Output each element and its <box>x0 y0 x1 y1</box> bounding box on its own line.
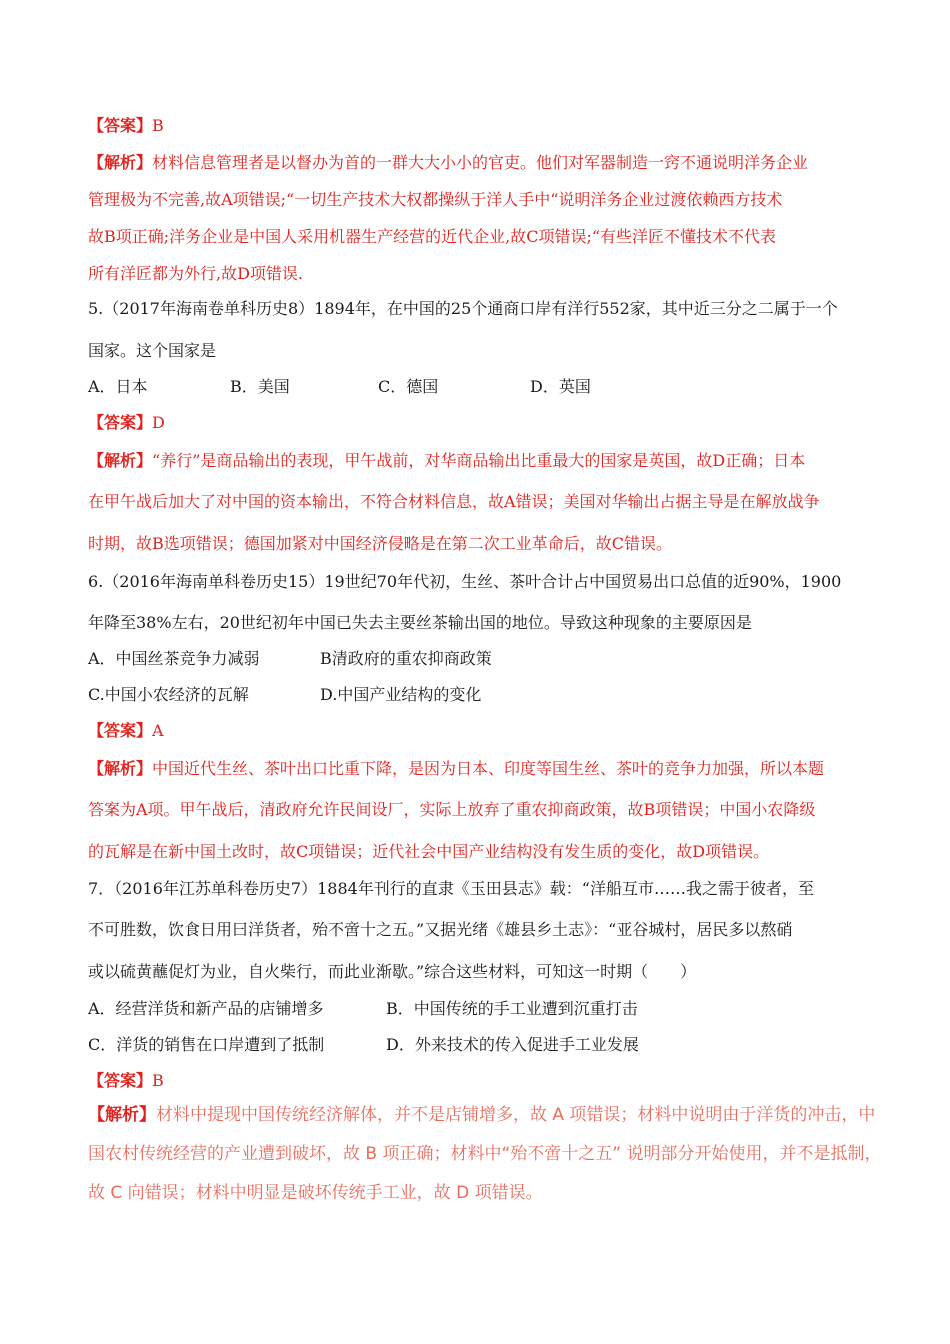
explanation-text: “养行”是商品输出的表现，甲午战前，对华商品输出比重最大的国家是英国，故D正确；日本 <box>152 451 806 470</box>
option-c: C．洋货的销售在口岸遭到了抵制 <box>88 1035 325 1054</box>
explanation-tag: 【解析】 <box>88 153 153 172</box>
explanation-line <box>88 1103 875 1127</box>
explanation-line: 故 C 向错误；材料中明显是破坏传统手工业，故 D 项错误。 <box>88 1183 543 1203</box>
explanation-tag: 【解析】 <box>88 759 153 778</box>
option-b: B清政府的重农抑商政策 <box>320 649 492 668</box>
answer-value: B <box>152 1071 164 1090</box>
explanation-line: 所有洋匠都为外行,故D项错误. <box>88 264 304 283</box>
answer-tag: 【答案】 <box>88 413 153 432</box>
explanation-text: 材料中提现中国传统经济解体，并不是店铺增多，故 A 项错误；材料中说明由于洋货的冲击，中 <box>156 1105 876 1125</box>
answer-line <box>88 114 164 138</box>
option-b: B．中国传统的手工业遭到沉重打击 <box>386 999 638 1018</box>
answer-line <box>88 411 165 435</box>
answer-line <box>88 1069 164 1093</box>
question-stem: 6.（2016年海南单科卷历史15）19世纪70年代初，生丝、茶叶合计占中国贸易出口总值的近90%，1900 <box>88 572 842 591</box>
question-stem: 7．（2016年江苏单科卷历史7）1884年刊行的直隶《玉田县志》载：“洋船互市……我之需于彼者，至 <box>88 879 814 898</box>
question-stem: 5.（2017年海南卷单科历史8）1894年，在中国的25个通商口岸有洋行552家，其中近三分之二属于一个 <box>88 299 838 318</box>
explanation-line: 的瓦解是在新中国土改时，故C项错误；近代社会中国产业结构没有发生质的变化，故D项错误。 <box>88 842 770 861</box>
explanation-line: 时期，故B选项错误；德国加紧对中国经济侵略是在第二次工业革命后，故C错误。 <box>88 534 673 553</box>
explanation-text: 材料信息管理者是以督办为首的一群大大小小的官吏。他们对军器制造一窍不通说明洋务企业 <box>152 153 809 172</box>
explanation-line <box>88 151 808 175</box>
option-a: A．中国丝茶竞争力减弱 <box>88 649 260 668</box>
answer-value: B <box>152 116 164 135</box>
answer-tag: 【答案】 <box>88 721 153 740</box>
option-a: A．日本 <box>88 377 148 396</box>
option-d: D.中国产业结构的变化 <box>320 685 482 704</box>
question-stem: 不可胜数，饮食日用曰洋货者，殆不啻十之五。”又据光绪《雄县乡土志》：“亚谷城村，居民多以熬硝 <box>88 920 793 939</box>
option-a: A．经营洋货和新产品的店铺增多 <box>88 999 324 1018</box>
answer-line <box>88 719 164 743</box>
explanation-tag: 【解析】 <box>88 451 153 470</box>
option-d: D．英国 <box>530 377 591 396</box>
explanation-line: 故B项正确;洋务企业是中国人采用机器生产经营的近代企业,故C项错误;“有些洋匠不懂技术不代表 <box>88 227 777 246</box>
answer-value: D <box>152 413 165 432</box>
question-stem: 或以硫黄蘸促灯为业，自火柴行，而此业渐歇。”综合这些材料，可知这一时期（ ） <box>88 962 697 981</box>
explanation-line: 在甲午战后加大了对中国的资本输出，不符合材料信息，故A错误；美国对华输出占据主导是在解放战争 <box>88 492 820 511</box>
explanation-line <box>88 449 805 473</box>
option-c: C.中国小农经济的瓦解 <box>88 685 249 704</box>
question-stem: 年降至38%左右，20世纪初年中国已失去主要丝茶输出国的地位。导致这种现象的主要原因是 <box>88 613 752 632</box>
option-d: D．外来技术的传入促进手工业发展 <box>386 1035 639 1054</box>
explanation-line: 答案为A项。甲午战后，清政府允许民间设厂，实际上放弃了重农抑商政策，故B项错误；中国小农降级 <box>88 800 816 819</box>
explanation-tag: 【解析】 <box>88 1105 156 1125</box>
explanation-text: 中国近代生丝、茶叶出口比重下降，是因为日本、印度等国生丝、茶叶的竞争力加强，所以本题 <box>152 759 825 778</box>
answer-value: A <box>152 721 164 740</box>
question-stem: 国家。这个国家是 <box>88 341 217 360</box>
answer-tag: 【答案】 <box>88 1071 153 1090</box>
answer-tag: 【答案】 <box>88 116 153 135</box>
explanation-line: 国农村传统经营的产业遭到破坏，故 B 项正确；材料中“殆不啻十之五” 说明部分开始使用，并不是抵制， <box>88 1144 882 1164</box>
explanation-line: 管理极为不完善,故A项错误;“一切生产技术大权都操纵于洋人手中“说明洋务企业过渡依赖西方技术 <box>88 190 783 209</box>
option-b: B．美国 <box>230 377 290 396</box>
explanation-line <box>88 757 824 781</box>
option-c: C．德国 <box>378 377 439 396</box>
